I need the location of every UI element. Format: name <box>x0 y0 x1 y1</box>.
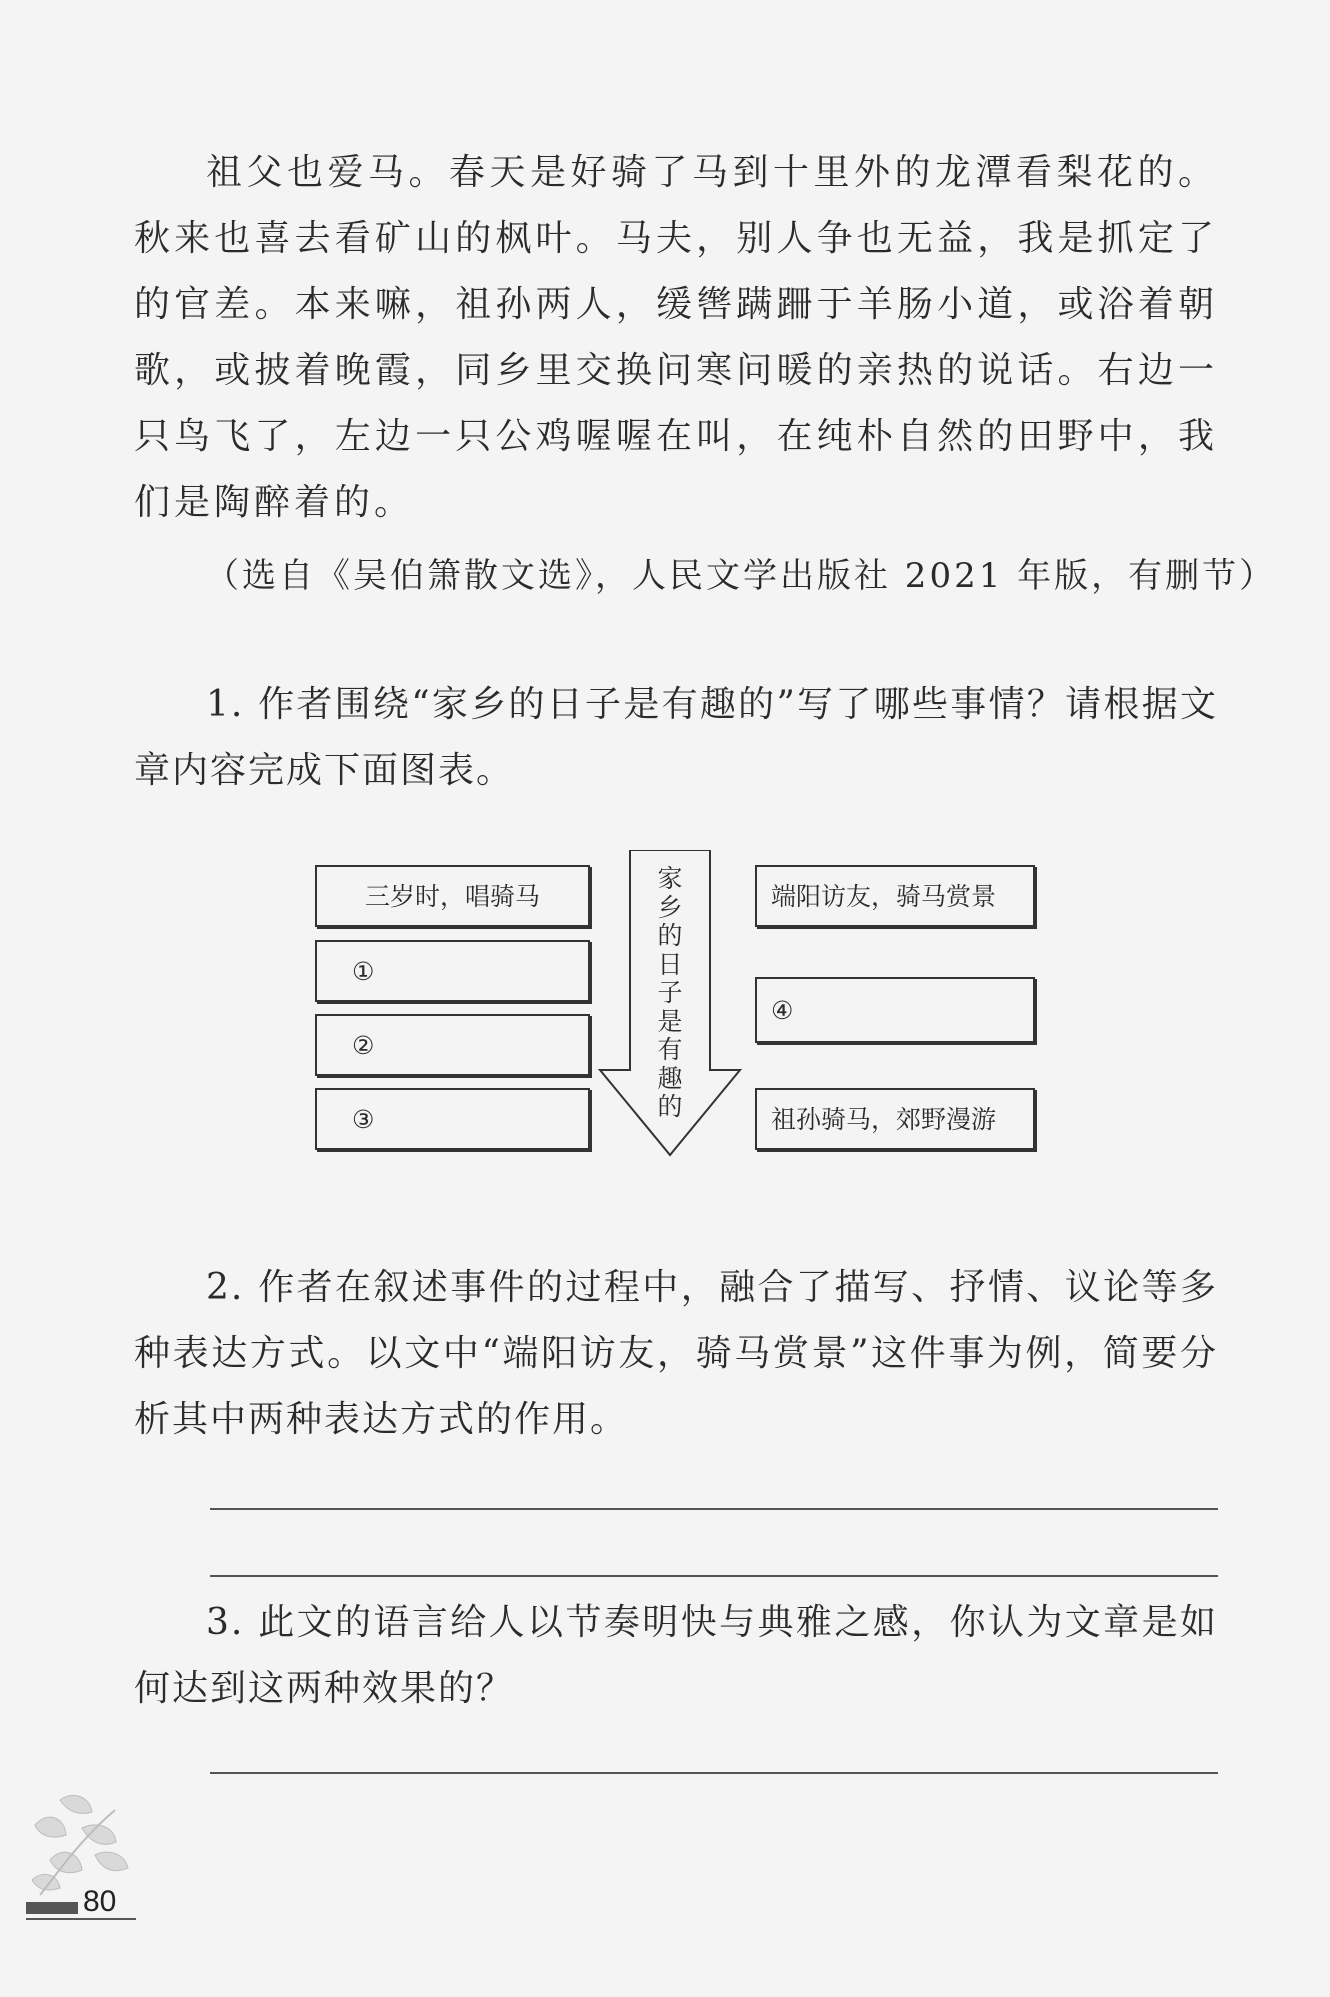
events-diagram <box>310 850 1050 1210</box>
left-box-blank-1[interactable]: ① <box>315 940 590 1002</box>
question-1: 1. 作者围绕“家乡的日子是有趣的”写了哪些事情？请根据文章内容完成下面图表。 <box>134 684 1218 791</box>
question-3: 3. 此文的语言给人以节奏明快与典雅之感，你认为文章是如何达到这两种效果的？ <box>134 1602 1218 1709</box>
passage-paragraph: 祖父也爱马。春天是好骑了马到十里外的龙潭看梨花的。秋来也喜去看矿山的枫叶。马夫，别人争也无益，我是抓定了的官差。本来嘛，祖孙两人，缓辔蹒跚于羊肠小道，或浴着朝歌，或披着晚霞，同乡里交换问寒问暖的亲热的说话。右边一只鸟飞了，左边一只公鸡喔喔在叫，在纯朴自然的田野中，我们是陶醉着的。 <box>134 152 1218 523</box>
answer-line[interactable] <box>210 1508 1218 1510</box>
page-number: 80 <box>83 1885 117 1918</box>
right-box-duanyang-visit: 端阳访友，骑马赏景 <box>755 865 1035 927</box>
answer-line[interactable] <box>210 1772 1218 1774</box>
right-box-countryside-ride: 祖孙骑马，郊野漫游 <box>755 1088 1035 1150</box>
left-box-blank-3[interactable]: ③ <box>315 1088 590 1150</box>
footer-rule <box>26 1918 136 1920</box>
arrow-label: 家乡的日子是有趣的 <box>657 866 683 1121</box>
footer-bar <box>26 1902 78 1914</box>
passage-source-citation: （选自《吴伯箫散文选》，人民文学出版社 2021 年版，有删节） <box>205 556 1277 596</box>
right-box-blank-4[interactable]: ④ <box>755 977 1035 1043</box>
question-2: 2. 作者在叙述事件的过程中，融合了描写、抒情、议论等多种表达方式。以文中“端阳访友，骑马赏景”这件事为例，简要分析其中两种表达方式的作用。 <box>134 1267 1218 1440</box>
left-box-known-event: 三岁时，唱骑马 <box>315 865 590 927</box>
left-box-blank-2[interactable]: ② <box>315 1014 590 1076</box>
answer-line[interactable] <box>210 1575 1218 1577</box>
